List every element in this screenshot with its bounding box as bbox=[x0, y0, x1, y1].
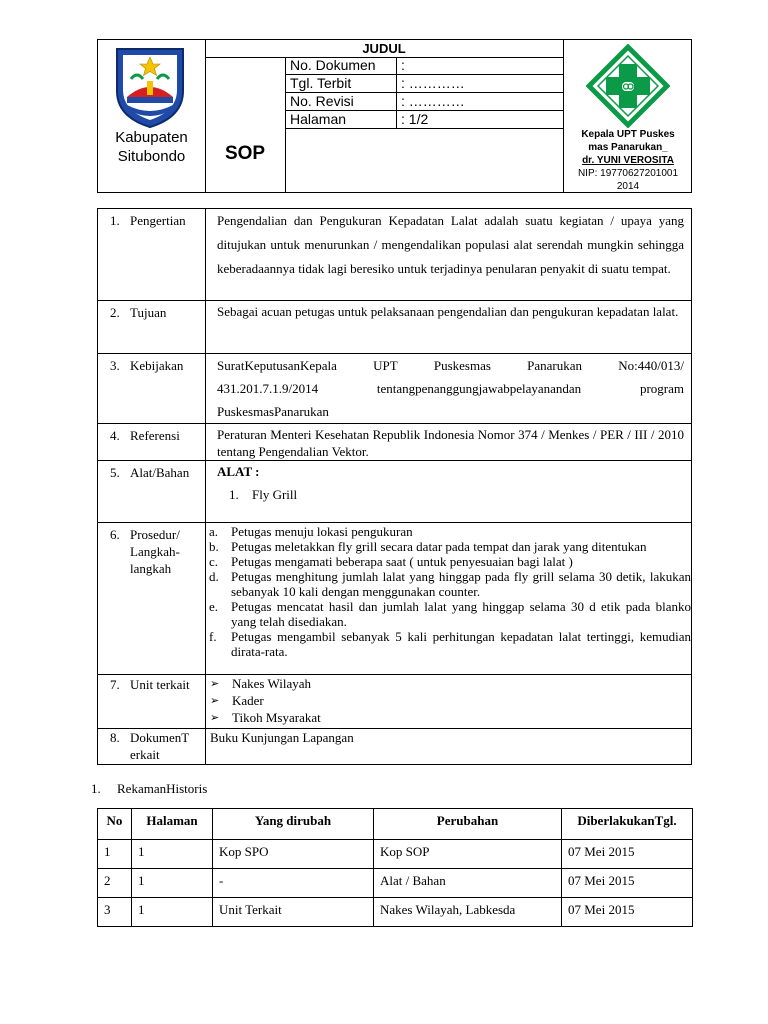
doc-row-key: Tgl. Terbit bbox=[290, 75, 352, 91]
table-row bbox=[98, 898, 693, 927]
table-row bbox=[98, 840, 693, 869]
step-marker: e. bbox=[209, 599, 219, 614]
kebijakan-line-1 bbox=[217, 354, 684, 377]
step-marker: b. bbox=[209, 539, 219, 554]
section-alat-bahan bbox=[98, 461, 692, 523]
section-label-cell bbox=[98, 523, 206, 675]
alat-item-number: 1. bbox=[229, 487, 239, 502]
document-header bbox=[97, 39, 692, 193]
history-cell: - bbox=[213, 869, 374, 898]
section-content-cell bbox=[206, 424, 692, 461]
sign-title-1: Kepala UPT Puskes bbox=[581, 129, 675, 140]
word: Puskesmas bbox=[433, 358, 491, 373]
section-kebijakan bbox=[98, 354, 692, 424]
table-row bbox=[98, 869, 693, 898]
section-text: Peraturan Menteri Kesehatan Republik Indonesia Nomor 374 / Menkes / PER / III / 2010 tentang Pengendalian Vektor. bbox=[217, 427, 684, 459]
history-cell: 1 bbox=[132, 840, 213, 869]
doc-row-value: : ………… bbox=[396, 93, 465, 110]
word: Panarukan bbox=[527, 358, 583, 373]
document-info bbox=[286, 57, 563, 129]
history-header-cell: Halaman bbox=[132, 809, 213, 840]
procedure-steps bbox=[206, 523, 691, 659]
section-label-cell bbox=[98, 354, 206, 424]
history-cell: 07 Mei 2015 bbox=[562, 898, 693, 927]
unit-item-text: Kader bbox=[232, 693, 264, 708]
section-referensi bbox=[98, 424, 692, 461]
section-content-cell bbox=[206, 209, 692, 301]
section-number: 6. bbox=[110, 527, 120, 542]
unit-item bbox=[206, 709, 691, 726]
section-content-cell bbox=[206, 301, 692, 354]
section-label-line: Langkah- bbox=[130, 544, 180, 559]
section-label-line: DokumenT bbox=[130, 730, 190, 745]
step-marker: a. bbox=[209, 524, 219, 539]
step-marker: f. bbox=[209, 629, 217, 644]
section-text: Buku Kunjungan Lapangan bbox=[210, 730, 354, 745]
history-cell: 1 bbox=[132, 869, 213, 898]
sign-nip-2: 2014 bbox=[616, 181, 640, 192]
word: program bbox=[639, 381, 684, 396]
section-prosedur bbox=[98, 523, 692, 675]
section-label: Alat/Bahan bbox=[130, 465, 190, 480]
section-text bbox=[206, 354, 691, 423]
history-table bbox=[97, 808, 693, 927]
section-content-cell bbox=[206, 461, 692, 523]
section-label-line: erkait bbox=[130, 747, 160, 762]
procedure-step bbox=[209, 554, 691, 569]
signature-block bbox=[564, 128, 692, 193]
history-cell: 1 bbox=[98, 840, 132, 869]
section-number: 2. bbox=[110, 305, 120, 320]
judul-label: JUDUL bbox=[205, 40, 563, 58]
procedure-step bbox=[209, 569, 691, 599]
word: SuratKeputusanKepala bbox=[217, 358, 337, 373]
section-number: 1. bbox=[110, 213, 120, 228]
section-label-cell bbox=[98, 301, 206, 354]
arrow-bullet-icon: ➢ bbox=[210, 711, 220, 724]
history-cell: 2 bbox=[98, 869, 132, 898]
step-text: Petugas menuju lokasi pengukuran bbox=[231, 524, 413, 539]
section-label-line: Prosedur/ bbox=[130, 527, 180, 542]
section-tujuan bbox=[98, 301, 692, 354]
step-text: Petugas mencatat hasil dan jumlah lalat yang hinggap selama 30 d etik pada blanko yang telah disediakan. bbox=[231, 599, 691, 629]
history-header-cell: No bbox=[98, 809, 132, 840]
history-title bbox=[91, 781, 207, 797]
doc-row-value: : ………… bbox=[396, 75, 465, 92]
arrow-bullet-icon: ➢ bbox=[210, 677, 220, 690]
doc-row-revision bbox=[286, 93, 563, 111]
history-cell: Kop SPO bbox=[213, 840, 374, 869]
alat-item-text: Fly Grill bbox=[252, 487, 298, 502]
section-unit-terkait bbox=[98, 675, 692, 729]
section-label: Pengertian bbox=[130, 213, 186, 228]
sop-content-table bbox=[97, 208, 692, 765]
section-label: Unit terkait bbox=[130, 677, 190, 692]
history-cell: Unit Terkait bbox=[213, 898, 374, 927]
step-marker: d. bbox=[209, 569, 219, 584]
doc-row-page bbox=[286, 111, 563, 129]
section-label: Referensi bbox=[130, 428, 180, 443]
history-header-cell: Perubahan bbox=[374, 809, 562, 840]
section-number: 5. bbox=[110, 465, 120, 480]
section-label: Kebijakan bbox=[130, 358, 184, 373]
section-dokumen-terkait bbox=[98, 729, 692, 765]
kebijakan-line-3: PuskesmasPanarukan bbox=[217, 404, 329, 419]
procedure-step bbox=[209, 524, 691, 539]
step-marker: c. bbox=[209, 554, 219, 569]
history-header-cell: DiberlakukanTgl. bbox=[562, 809, 693, 840]
step-text: Petugas meletakkan fly grill secara datar pada tempat dan jarak yang ditentukan bbox=[231, 539, 647, 554]
doc-row-number bbox=[286, 57, 563, 75]
doc-row-value: : 1/2 bbox=[396, 111, 428, 128]
section-content-cell bbox=[206, 354, 692, 424]
district-line-2: Situbondo bbox=[117, 148, 186, 165]
doc-row-value: : bbox=[396, 57, 405, 74]
section-text: Sebagai acuan petugas untuk pelaksanaan pengendalian dan pengukuran kepadatan lalat. bbox=[217, 304, 679, 319]
unit-list bbox=[206, 675, 691, 726]
section-label-line: langkah bbox=[130, 561, 172, 576]
section-label-cell bbox=[98, 675, 206, 729]
section-number: 7. bbox=[110, 677, 120, 692]
district-name bbox=[98, 128, 205, 166]
history-cell: 3 bbox=[98, 898, 132, 927]
district-seal-icon bbox=[113, 43, 187, 129]
arrow-bullet-icon: ➢ bbox=[210, 694, 220, 707]
history-cell: Kop SOP bbox=[374, 840, 562, 869]
district-line-1: Kabupaten bbox=[115, 129, 188, 146]
word: tentangpenanggungjawabpelayanandan bbox=[376, 381, 582, 396]
word: UPT bbox=[373, 358, 398, 373]
section-label: Tujuan bbox=[130, 305, 167, 320]
district-cell bbox=[98, 40, 206, 192]
procedure-step bbox=[209, 539, 691, 554]
sign-title-2: mas Panarukan_ bbox=[588, 142, 668, 153]
word: 431.201.7.1.9/2014 bbox=[217, 381, 319, 396]
doc-row-issue-date bbox=[286, 75, 563, 93]
procedure-step bbox=[209, 629, 691, 659]
alat-heading: ALAT : bbox=[217, 464, 260, 479]
history-number: 1. bbox=[91, 781, 101, 796]
doc-row-key: No. Revisi bbox=[290, 93, 354, 109]
section-number: 8. bbox=[110, 730, 120, 745]
sign-name: dr. YUNI VEROSITA bbox=[582, 155, 674, 166]
sop-label: SOP bbox=[224, 143, 266, 164]
history-cell: Alat / Bahan bbox=[374, 869, 562, 898]
section-label-cell bbox=[98, 729, 206, 765]
procedure-step bbox=[209, 599, 691, 629]
sign-nip-1: NIP: 19770627201001 bbox=[577, 168, 679, 179]
unit-item-text: Tikoh Msyarakat bbox=[232, 710, 321, 725]
doc-row-key: Halaman bbox=[290, 111, 347, 127]
doc-row-key: No. Dokumen bbox=[290, 57, 376, 73]
unit-item bbox=[206, 675, 691, 692]
section-pengertian bbox=[98, 209, 692, 301]
puskesmas-logo-icon bbox=[586, 44, 670, 128]
step-text: Petugas menghitung jumlah lalat yang hinggap pada fly grill selama 30 detik, lakukan sebanyak 10 kali dengan menggunakan counter. bbox=[231, 569, 691, 599]
section-text: Pengendalian dan Pengukuran Kepadatan Lalat adalah suatu kegiatan / upaya yang ditujukan untuk menurunkan / mengendalikan populasi alat serendah mungkin sehingga keberadaannya tidak lagi beresiko untuk terjadinya penularan penyakit di suatu tempat. bbox=[217, 213, 684, 276]
history-cell: 07 Mei 2015 bbox=[562, 840, 693, 869]
step-text: Petugas mengamati beberapa saat ( untuk penyesuaian bagi lalat ) bbox=[231, 554, 573, 569]
section-content-cell bbox=[206, 729, 692, 765]
section-content-cell bbox=[206, 675, 692, 729]
kebijakan-line-2 bbox=[217, 377, 684, 400]
history-title-text: RekamanHistoris bbox=[117, 781, 208, 796]
section-content-cell bbox=[206, 523, 692, 675]
unit-item bbox=[206, 692, 691, 709]
sop-cell bbox=[205, 57, 286, 192]
history-header-cell: Yang dirubah bbox=[213, 809, 374, 840]
section-label-cell bbox=[98, 209, 206, 301]
section-label-cell bbox=[98, 424, 206, 461]
step-text: Petugas mengambil sebanyak 5 kali perhitungan kepadatan lalat tertinggi, kemudian dirata-rata. bbox=[231, 629, 691, 659]
history-header-row bbox=[98, 809, 693, 840]
word: No:440/013/ bbox=[618, 358, 684, 373]
history-cell: 1 bbox=[132, 898, 213, 927]
history-cell: 07 Mei 2015 bbox=[562, 869, 693, 898]
section-label-cell bbox=[98, 461, 206, 523]
signature-cell bbox=[563, 40, 692, 192]
history-cell: Nakes Wilayah, Labkesda bbox=[374, 898, 562, 927]
section-number: 4. bbox=[110, 428, 120, 443]
alat-item bbox=[217, 486, 684, 503]
section-number: 3. bbox=[110, 358, 120, 373]
unit-item-text: Nakes Wilayah bbox=[232, 676, 312, 691]
